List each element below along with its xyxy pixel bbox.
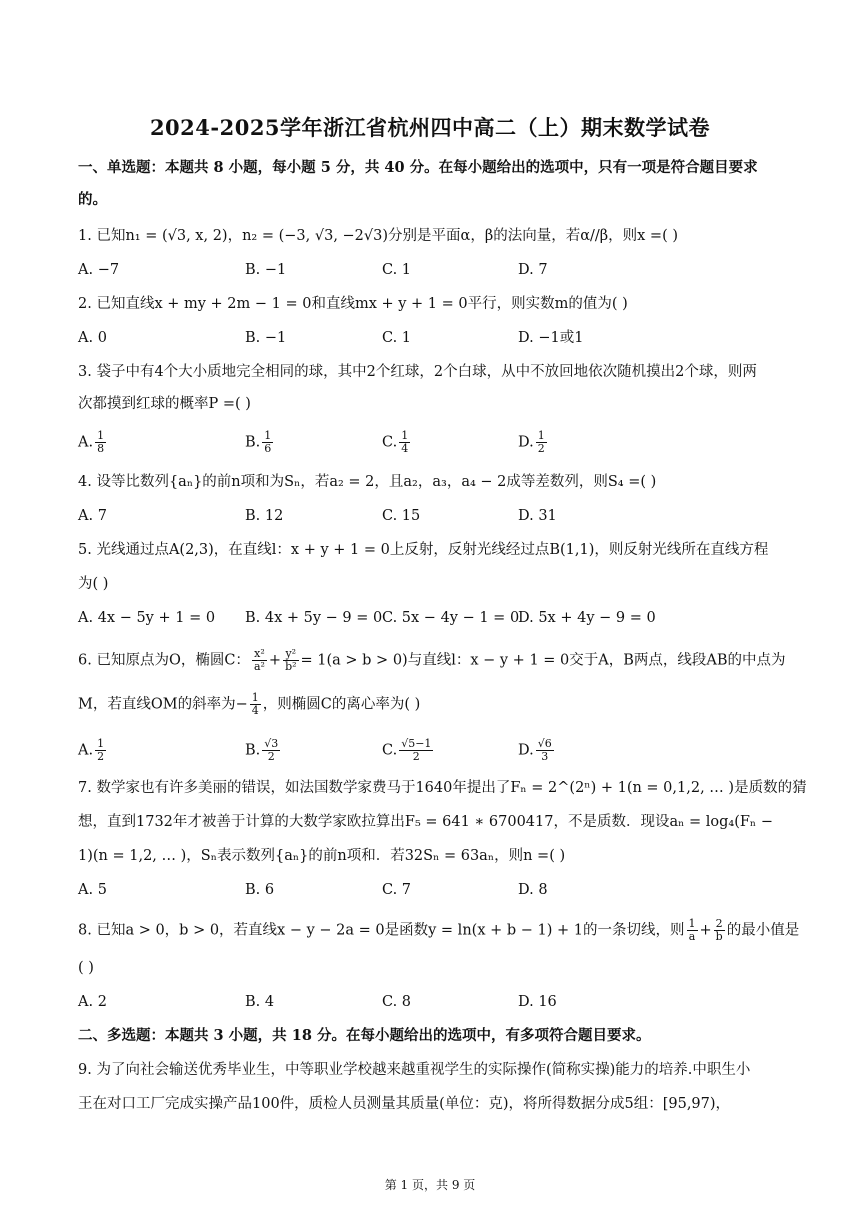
section-heading-single-choice: 一、单选题：本题共 8 小题，每小题 5 分，共 40 分。在每小题给出的选项中，只有一项是符合题目要求 <box>78 159 758 176</box>
q2-option-d: D. −1或1 <box>518 330 584 346</box>
fraction: $\frac{\text{x²}}{\text{a²}}$ <box>253 647 265 673</box>
q6-option-b: B. $\frac{√3}{2}$ <box>245 737 279 763</box>
q2-option-c: C. 1 <box>382 330 412 346</box>
q7-option-d: D. 8 <box>518 882 548 898</box>
q3-option-b: B. $\frac{1}{6}$ <box>245 429 272 455</box>
q3-option-c: C. $\frac{1}{4}$ <box>382 429 409 455</box>
fraction: $\frac{2}{b}$ <box>715 917 723 943</box>
q5-option-b: B. 4x + 5y − 9 = 0 <box>245 610 383 626</box>
q8-option-b: B. 4 <box>245 994 275 1010</box>
question-7-stem-cont-1: 想，直到1732年才被善于计算的大数学家欧拉算出F₅ = 641 ∗ 6700417，不是质数．现设aₙ = log₄(Fₙ − <box>78 814 773 830</box>
q5-option-a: A. 4x − 5y + 1 = 0 <box>78 610 216 626</box>
question-7-stem: 7. 数学家也有许多美丽的错误，如法国数学家费马于1640年提出了Fₙ = 2^(2ⁿ) + 1(n = 0,1,2, … )是质数的猜 <box>78 780 807 796</box>
fraction: $\frac{1}{4}$ <box>401 429 409 455</box>
q8-option-c: C. 8 <box>382 994 412 1010</box>
q2-option-a: A. 0 <box>78 330 107 346</box>
q4-option-d: D. 31 <box>518 508 557 524</box>
page-footer: 第 1 页，共 9 页 <box>384 1178 476 1192</box>
fraction: $\frac{\text{y²}}{\text{b²}}$ <box>285 647 297 673</box>
fraction: $\frac{1}{2}$ <box>537 429 545 455</box>
fraction: $\frac{1}{a}$ <box>688 917 696 943</box>
q7-option-c: C. 7 <box>382 882 412 898</box>
question-6-stem: 6. 已知原点为O，椭圆C： $\frac{\text{x²}}{\text{a²}}$ + $\frac{\text{y²}}{\text{b²}}$ = 1(a > b > 0)与直线l：x − y + 1 = 0交于A，B两点，线段AB的中点为 <box>78 647 786 673</box>
section-heading-single-choice-cont: 的。 <box>78 191 107 208</box>
q1-option-c: C. 1 <box>382 262 412 278</box>
q8-option-d: D. 16 <box>518 994 557 1010</box>
question-9-stem: 9. 为了向社会输送优秀毕业生，中等职业学校越来越重视学生的实际操作(简称实操)能力的培养.中职生小 <box>78 1062 751 1078</box>
q8-option-a: A. 2 <box>78 994 107 1010</box>
q3-option-a: A. $\frac{1}{8}$ <box>78 429 105 455</box>
fraction: $\frac{√5-1}{2}$ <box>401 737 432 763</box>
q7-option-a: A. 5 <box>78 882 107 898</box>
q2-option-b: B. −1 <box>245 330 287 346</box>
fraction: $\frac{1}{8}$ <box>97 429 105 455</box>
fraction: $\frac{√6}{3}$ <box>537 737 552 763</box>
q5-option-d: D. 5x + 4y − 9 = 0 <box>518 610 656 626</box>
q6-option-c: C. $\frac{√5-1}{2}$ <box>382 737 432 763</box>
exam-title: 2024-2025学年浙江省杭州四中高二（上）期末数学试卷 <box>149 115 711 140</box>
q6-option-a: A. $\frac{1}{2}$ <box>78 737 105 763</box>
q1-option-d: D. 7 <box>518 262 548 278</box>
q7-option-b: B. 6 <box>245 882 275 898</box>
q4-option-a: A. 7 <box>78 508 107 524</box>
question-9-stem-cont: 王在对口工厂完成实操产品100件，质检人员测量其质量(单位：克)，将所得数据分成5组：[95,97)， <box>78 1096 731 1112</box>
question-8-stem: 8. 已知a > 0，b > 0，若直线x − y − 2a = 0是函数y = ln(x + b − 1) + 1的一条切线，则 $\frac{1}{a}$ + $\frac{2}{b}$ 的最小值是 <box>78 917 800 943</box>
section-heading-multi-choice: 二、多选题：本题共 3 小题，共 18 分。在每小题给出的选项中，有多项符合题目要求。 <box>78 1027 651 1044</box>
fraction: $\frac{1}{4}$ <box>251 691 259 717</box>
question-4-stem: 4. 设等比数列{aₙ}的前n项和为Sₙ，若a₂ = 2，且a₂，a₃，a₄ − 2成等差数列，则S₄ =( ) <box>78 474 657 490</box>
q5-option-c: C. 5x − 4y − 1 = 0 <box>382 610 520 626</box>
question-1-stem: 1. 已知n₁ = (√3, x, 2)，n₂ = (−3, √3, −2√3)分别是平面α，β的法向量，若α//β，则x =( ) <box>78 228 679 244</box>
question-5-stem-cont: 为( ) <box>78 576 109 592</box>
q4-option-b: B. 12 <box>245 508 284 524</box>
q4-option-c: C. 15 <box>382 508 421 524</box>
question-7-stem-cont-2: 1)(n = 1,2, … )，Sₙ表示数列{aₙ}的前n项和．若32Sₙ = 63aₙ，则n =( ) <box>78 848 566 864</box>
question-5-stem: 5. 光线通过点A(2,3)，在直线l：x + y + 1 = 0上反射，反射光线经过点B(1,1)，则反射光线所在直线方程 <box>78 542 769 558</box>
q6-option-d: D. $\frac{√6}{3}$ <box>518 737 552 763</box>
q1-option-b: B. −1 <box>245 262 287 278</box>
q3-option-d: D. $\frac{1}{2}$ <box>518 429 545 455</box>
question-8-stem-cont: ( ) <box>78 960 94 976</box>
question-6-stem-cont: M，若直线OM的斜率为− $\frac{1}{4}$ ，则椭圆C的离心率为( ) <box>78 691 421 717</box>
fraction: $\frac{√3}{2}$ <box>264 737 279 763</box>
question-2-stem: 2. 已知直线x + my + 2m − 1 = 0和直线mx + y + 1 = 0平行，则实数m的值为( ) <box>78 296 628 312</box>
question-3-stem-cont: 次都摸到红球的概率P =( ) <box>78 396 251 412</box>
fraction: $\frac{1}{2}$ <box>97 737 105 763</box>
fraction: $\frac{1}{6}$ <box>264 429 272 455</box>
q1-option-a: A. −7 <box>78 262 120 278</box>
question-3-stem: 3. 袋子中有4个大小质地完全相同的球，其中2个红球，2个白球，从中不放回地依次随机摸出2个球，则两 <box>78 364 757 380</box>
